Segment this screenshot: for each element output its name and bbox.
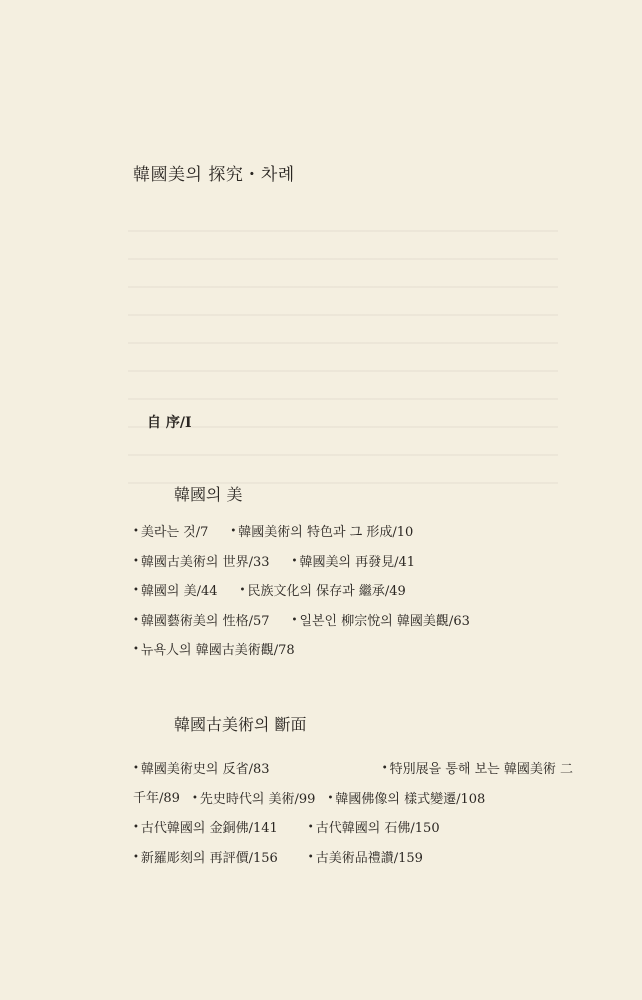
bullet-icon: • xyxy=(133,555,139,567)
toc-entry[interactable]: • 古代韓國의 石佛/150 xyxy=(307,821,440,836)
bullet-icon: • xyxy=(133,763,139,774)
toc-entry[interactable]: • 뉴욕人의 韓國古美術觀/78 xyxy=(133,643,295,658)
bullet-icon: • xyxy=(133,644,139,655)
toc-entry[interactable]: • 民族文化의 保存과 繼承/49 xyxy=(239,584,406,599)
toc-entry[interactable]: • 先史時代의 美術/99 xyxy=(191,791,316,807)
bullet-icon: • xyxy=(133,822,139,833)
bullet-icon: • xyxy=(291,555,298,567)
section-2-entries xyxy=(133,755,573,873)
toc-entry[interactable]: • 古代韓國의 金銅佛/141 xyxy=(133,821,278,836)
toc-line xyxy=(133,518,573,548)
bullet-icon: • xyxy=(327,792,334,804)
bullet-icon: • xyxy=(191,792,198,804)
toc-entry[interactable]: • 韓國美의 再發見/41 xyxy=(291,554,416,570)
bullet-icon: • xyxy=(230,526,237,537)
toc-entry[interactable]: • 韓國藝術美의 性格/57 xyxy=(133,613,270,629)
toc-line xyxy=(133,844,573,874)
toc-entry[interactable]: • 韓國의 美/44 xyxy=(133,584,218,599)
toc-line xyxy=(133,548,573,578)
toc-entry[interactable]: • 韓國美術史의 反省/83 xyxy=(133,762,270,777)
bullet-icon: • xyxy=(291,614,298,626)
bullet-icon: • xyxy=(307,822,314,833)
bullet-icon: • xyxy=(239,585,246,596)
preface-entry: 自 序/I xyxy=(147,415,192,431)
section-1-entries xyxy=(133,518,573,666)
toc-entry[interactable]: • 韓國古美術의 世界/33 xyxy=(133,554,270,570)
toc-line xyxy=(133,607,573,637)
toc-entry[interactable]: • 新羅彫刻의 再評價/156 xyxy=(133,850,278,866)
toc-entry[interactable]: • 일본인 柳宗悅의 韓國美觀/63 xyxy=(291,613,470,629)
toc-line xyxy=(133,785,573,815)
bullet-icon: • xyxy=(307,851,314,863)
toc-line xyxy=(133,755,573,785)
bullet-icon: • xyxy=(133,851,139,863)
toc-entry[interactable]: • 美라는 것/7 xyxy=(133,525,209,540)
toc-line xyxy=(133,577,573,607)
bullet-icon: • xyxy=(133,526,139,537)
bullet-icon: • xyxy=(133,585,139,596)
toc-entry-continued[interactable]: 千年/89 xyxy=(133,790,180,806)
section-heading-1: 韓國의 美 xyxy=(174,485,243,504)
toc-entry[interactable]: • 古美術品禮讚/159 xyxy=(307,850,423,866)
page-title: 韓國美의 探究・차례 xyxy=(133,165,295,185)
toc-entry[interactable]: • 韓國美術의 特色과 그 形成/10 xyxy=(230,525,414,540)
bullet-icon: • xyxy=(381,763,388,774)
bullet-icon: • xyxy=(133,614,139,626)
toc-entry[interactable]: • 韓國佛像의 樣式變遷/108 xyxy=(327,791,486,807)
show-through-texture xyxy=(128,210,558,490)
toc-line xyxy=(133,636,573,666)
toc-entry[interactable]: • 特別展을 통해 보는 韓國美術 二 xyxy=(381,762,573,777)
section-heading-2: 韓國古美術의 斷面 xyxy=(174,715,307,734)
toc-line xyxy=(133,814,573,844)
